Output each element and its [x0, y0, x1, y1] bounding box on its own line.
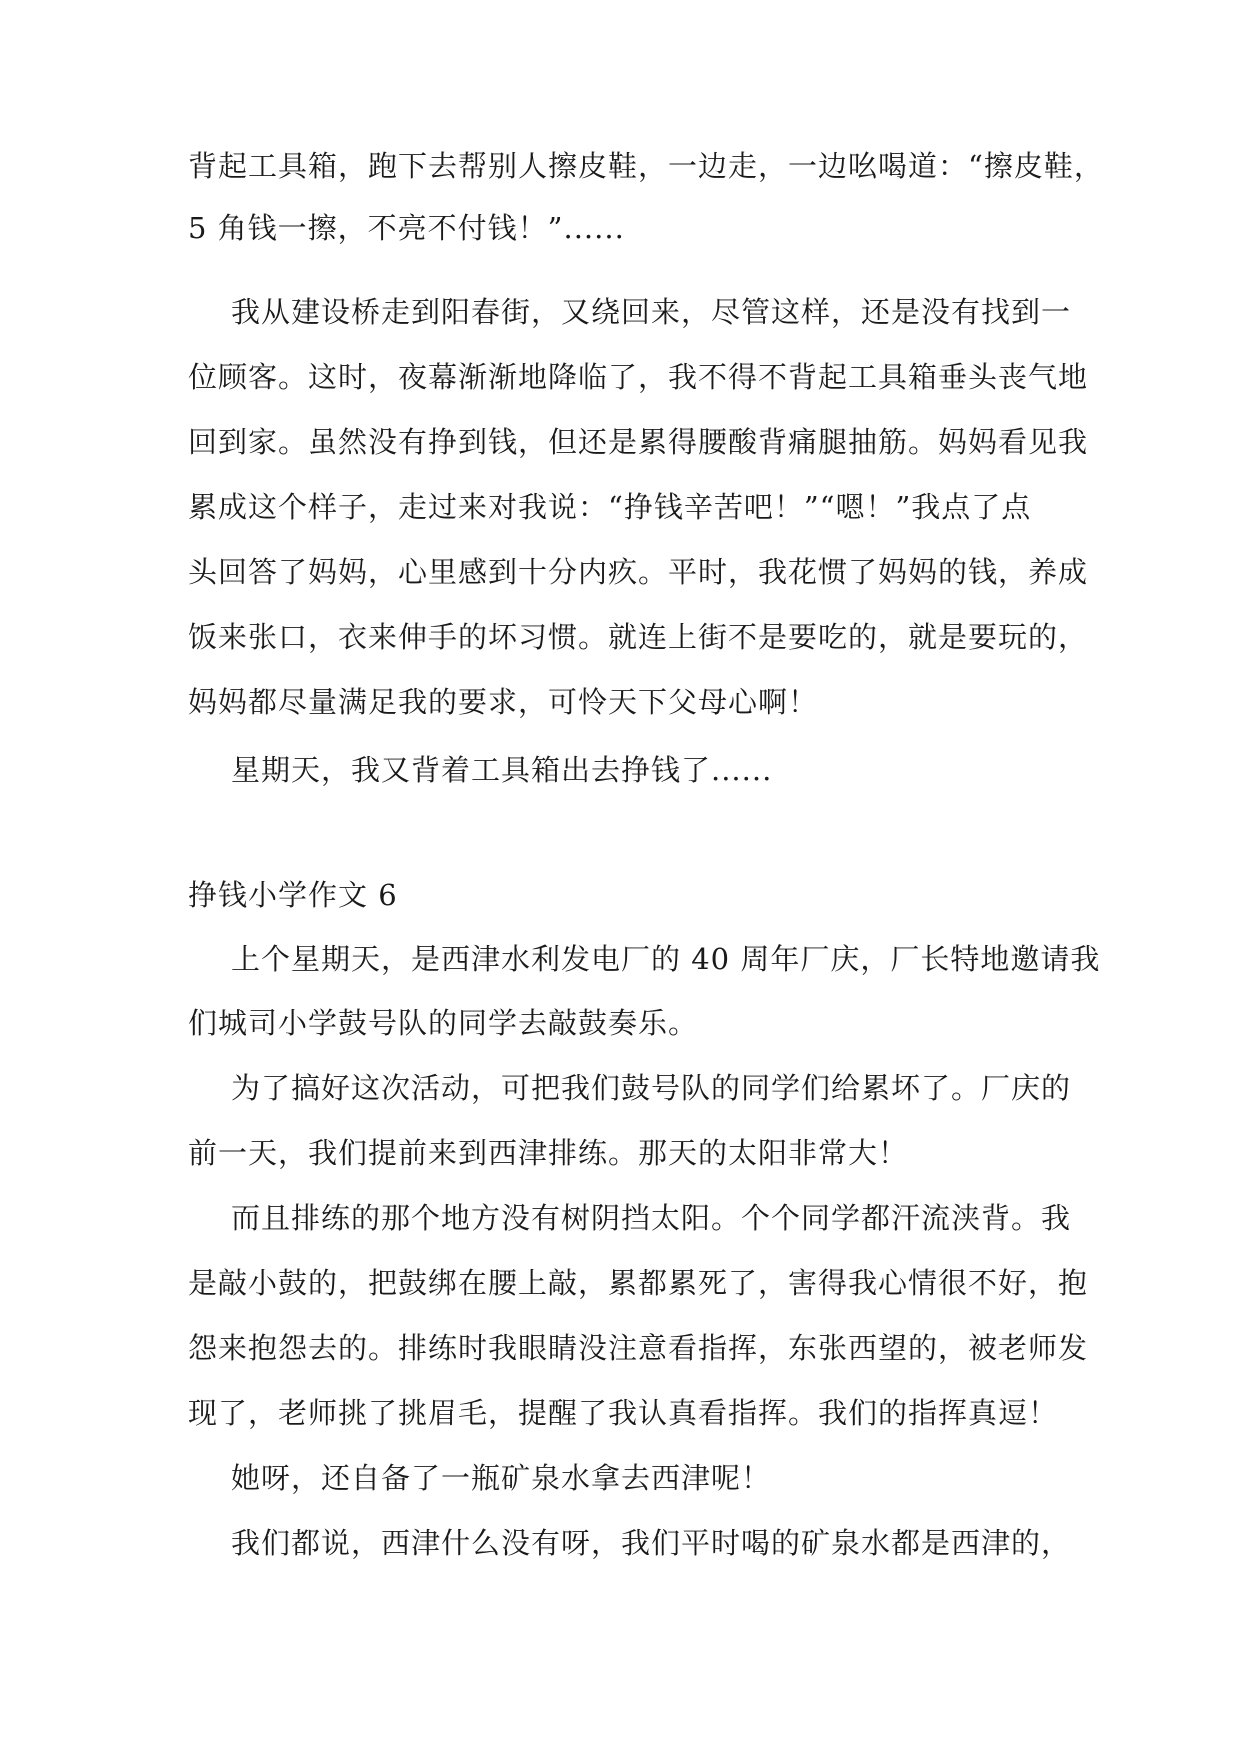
paragraph-start-line: 我从建设桥走到阳春街，又绕回来，尽管这样，还是没有找到一: [231, 295, 1072, 329]
paragraph-start-line: 而且排练的那个地方没有树阴挡太阳。个个同学都汗流浃背。我: [231, 1201, 1072, 1235]
text-line: 位顾客。这时，夜幕渐渐地降临了，我不得不背起工具箱垂头丧气地: [188, 360, 1089, 394]
text-line: 妈妈都尽量满足我的要求，可怜天下父母心啊！: [188, 685, 819, 719]
text-line: 头回答了妈妈，心里感到十分内疚。平时，我花惯了妈妈的钱，养成: [188, 555, 1089, 589]
text-line: 饭来张口，衣来伸手的坏习惯。就连上街不是要吃的，就是要玩的，: [188, 620, 1089, 654]
paragraph-start-line: 上个星期天，是西津水利发电厂的 40 周年厂庆，厂长特地邀请我: [231, 942, 1101, 976]
text-line: 背起工具箱，跑下去帮别人擦皮鞋，一边走，一边吆喝道：“擦皮鞋，: [188, 149, 1104, 183]
paragraph-start-line: 我们都说，西津什么没有呀，我们平时喝的矿泉水都是西津的，: [231, 1526, 1072, 1560]
text-line: 怨来抱怨去的。排练时我眼睛没注意看指挥，东张西望的，被老师发: [188, 1331, 1089, 1365]
text-line: 前一天，我们提前来到西津排练。那天的太阳非常大！: [188, 1136, 909, 1170]
text-line: 是敲小鼓的，把鼓绑在腰上敲，累都累死了，害得我心情很不好，抱: [188, 1266, 1089, 1300]
text-line: 累成这个样子，走过来对我说：“挣钱辛苦吧！”“嗯！”我点了点: [188, 490, 1032, 524]
section-heading: 挣钱小学作文 6: [188, 878, 398, 912]
text-line: 们城司小学鼓号队的同学去敲鼓奏乐。: [188, 1006, 699, 1040]
text-line: 回到家。虽然没有挣到钱，但还是累得腰酸背痛腿抽筋。妈妈看见我: [188, 425, 1089, 459]
text-line: 现了，老师挑了挑眉毛，提醒了我认真看指挥。我们的指挥真逗！: [188, 1396, 1059, 1430]
paragraph-start-line: 她呀，还自备了一瓶矿泉水拿去西津呢！: [231, 1461, 772, 1495]
text-line: 5 角钱一擦，不亮不付钱！”......: [188, 211, 625, 245]
paragraph-start-line: 星期天，我又背着工具箱出去挣钱了......: [231, 753, 773, 787]
paragraph-start-line: 为了搞好这次活动，可把我们鼓号队的同学们给累坏了。厂庆的: [231, 1071, 1072, 1105]
